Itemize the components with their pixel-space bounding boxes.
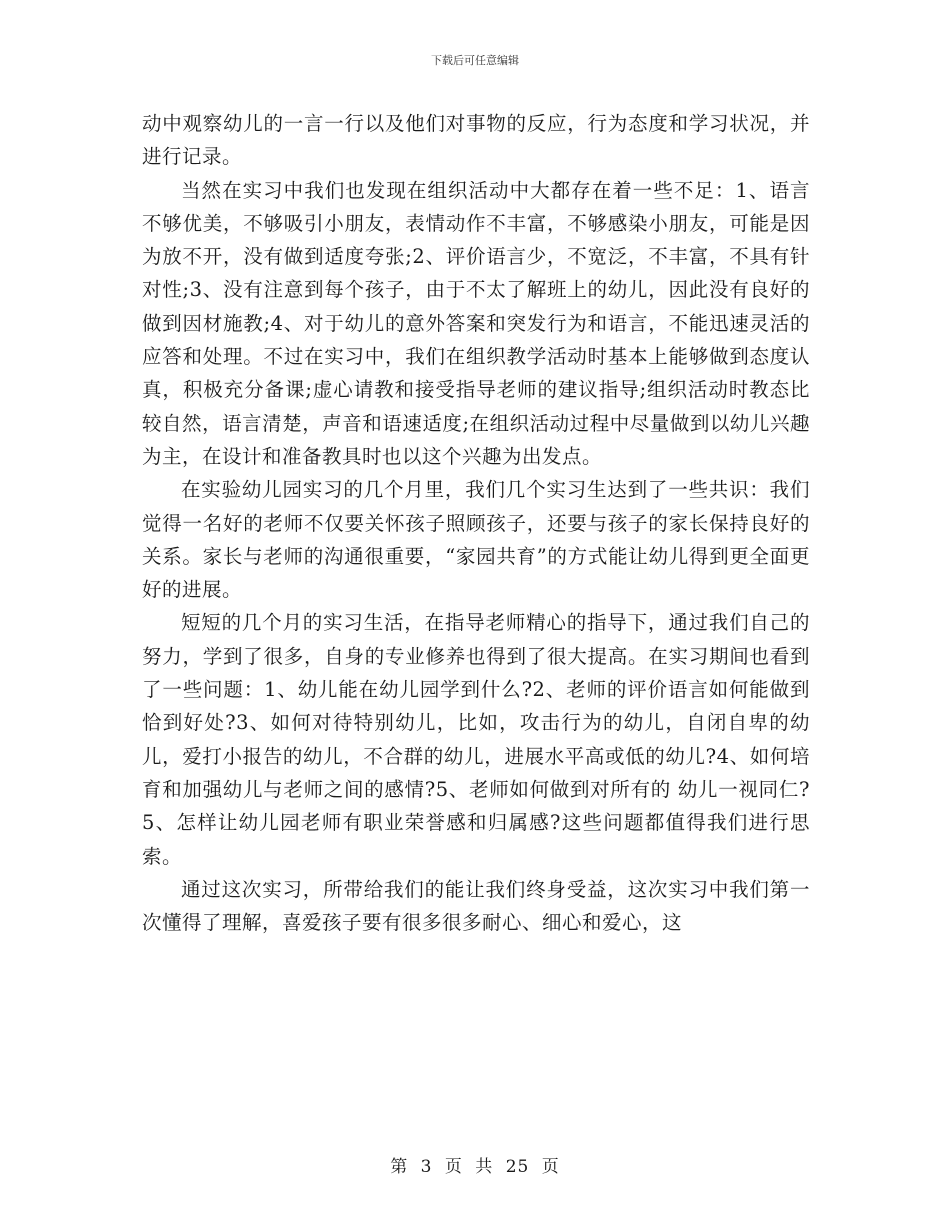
paragraph-5: 通过这次实习，所带给我们的能让我们终身受益，这次实习中我们第一次懂得了理解，喜爱孩子要有很多很多耐心、细心和爱心，这 [142, 877, 810, 935]
paragraph-3: 在实验幼儿园实习的几个月里，我们几个实习生达到了一些共识：我们觉得一名好的老师不仅要关怀孩子照顾孩子，还要与孩子的家长保持良好的关系。家长与老师的沟通很重要，“家园共育”的方式能让幼儿得到更全面更好的进展。 [142, 478, 810, 602]
page-header [0, 54, 950, 68]
paragraph-4: 短短的几个月的实习生活，在指导老师精心的指导下，通过我们自己的努力，学到了很多，自身的专业修养也得到了很大提高。在实习期间也看到了一些问题：1、幼儿能在幼儿园学到什么?2、老师的评价语言如何能做到恰到好处?3、如何对待特别幼儿，比如，攻击行为的幼儿，自闭自卑的幼儿，爱打小报告的幼儿，不合群的幼儿，进展水平高或低的幼儿?4、如何培育和加强幼儿与老师之间的感情?5、老师如何做到对所有的 幼儿一视同仁?5、怎样让幼儿园老师有职业荣誉感和归属感?这些问题都值得我们进行思索。 [142, 611, 810, 868]
paragraph-2: 当然在实习中我们也发现在组织活动中大都存在着一些不足：1、语言不够优美，不够吸引小朋友，表情动作不丰富，不够感染小朋友，可能是因为放不开，没有做到适度夸张;2、评价语言少，不宽泛，不丰富，不具有针对性;3、没有注意到每个孩子，由于不太了解班上的幼儿，因此没有良好的做到因材施教;4、对于幼儿的意外答案和突发行为和语言，不能迅速灵活的应答和处理。不过在实习中，我们在组织教学活动时基本上能够做到态度认真，积极充分备课;虚心请教和接受指导老师的建议指导;组织活动时教态比较自然，语言清楚，声音和语速适度;在组织活动过程中尽量做到以幼儿兴趣为主，在设计和准备教具时也以这个兴趣为出发点。 [142, 178, 810, 468]
page-number: 第 3 页 共 25 页 [390, 1157, 560, 1177]
page-footer [0, 1156, 950, 1178]
paragraph-1: 动中观察幼儿的一言一行以及他们对事物的反应，行为态度和学习状况，并进行记录。 [142, 112, 810, 169]
document-body [142, 107, 810, 939]
header-text: 下载后可任意编辑 [431, 54, 519, 67]
